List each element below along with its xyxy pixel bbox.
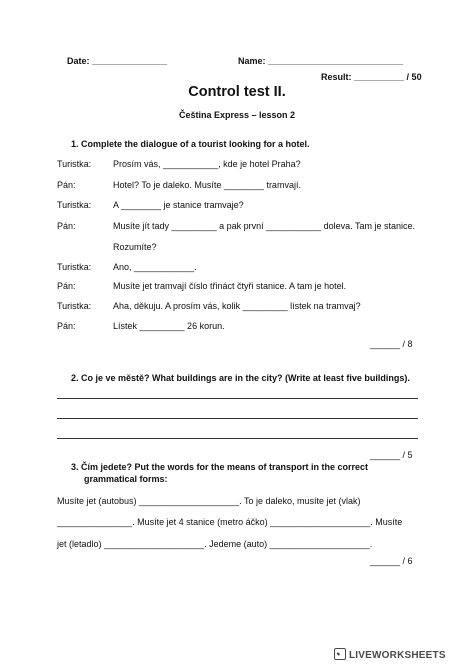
exercise-line: Musíte jet (autobus) ____________________. To je daleko, musíte jet (vlak) [57, 496, 361, 506]
exercise-line: _______________. Musíte jet 4 stanice (metro áčko) ____________________. Musíte [57, 517, 403, 527]
dialogue-line: A ________ je stanice tramvaje? [113, 200, 244, 210]
dialogue-speaker: Pán: [57, 221, 76, 231]
dialogue-line: Aha, děkuju. A prosím vás, kolik _________ lístek na tramvaj? [113, 301, 361, 311]
dialogue-speaker: Pán: [57, 281, 76, 291]
dialogue-line: Rozumíte? [113, 242, 157, 252]
exercise-line: jet (letadlo) ____________________. Jedeme (auto) ____________________. [57, 539, 373, 549]
section1-score: ______ / 8 [370, 339, 413, 349]
answer-line [57, 438, 418, 439]
section2-heading: 2. Co je ve městě? What buildings are in the city? (Write at least five buildings). [71, 373, 410, 383]
result-field: Result: __________ / 50 [321, 72, 422, 82]
date-field: Date: _______________ [67, 56, 168, 66]
logo-text: LIVEWORKSHEETS [349, 650, 446, 661]
liveworksheets-check-icon [334, 648, 346, 660]
section1-heading: 1. Complete the dialogue of a tourist looking for a hotel. [71, 139, 310, 149]
dialogue-speaker: Turistka: [57, 200, 92, 210]
dialogue-speaker: Turistka: [57, 301, 92, 311]
answer-line [57, 398, 418, 399]
dialogue-line: Ano, ____________. [113, 262, 197, 272]
dialogue-speaker: Pán: [57, 180, 76, 190]
dialogue-line: Prosím vás, ___________, kde je hotel Praha? [113, 159, 301, 169]
name-field: Name: ___________________________ [238, 56, 404, 66]
page-subtitle: Čeština Express – lesson 2 [178, 110, 296, 120]
section2-score: ______ / 5 [370, 450, 413, 460]
section3-heading-cont: grammatical forms: [84, 474, 168, 484]
dialogue-line: Musíte jet tramvají číslo třináct čtyři stanice. A tam je hotel. [113, 281, 347, 291]
dialogue-speaker: Pán: [57, 321, 76, 331]
liveworksheets-logo [334, 648, 446, 661]
dialogue-line: Musíte jít tady _________ a pak první ___________ doleva. Tam je stanice. [113, 221, 416, 231]
answer-line [57, 418, 418, 419]
dialogue-speaker: Turistka: [57, 262, 92, 272]
dialogue-speaker: Turistka: [57, 159, 92, 169]
page-title: Control test II. [188, 84, 286, 100]
dialogue-line: Hotel? To je daleko. Musíte ________ tramvají. [113, 180, 301, 190]
section3-score: ______ / 6 [370, 556, 413, 566]
dialogue-line: Lístek _________ 26 korun. [113, 321, 225, 331]
section3-heading: 3. Čím jedete? Put the words for the means of transport in the correct [71, 462, 369, 472]
